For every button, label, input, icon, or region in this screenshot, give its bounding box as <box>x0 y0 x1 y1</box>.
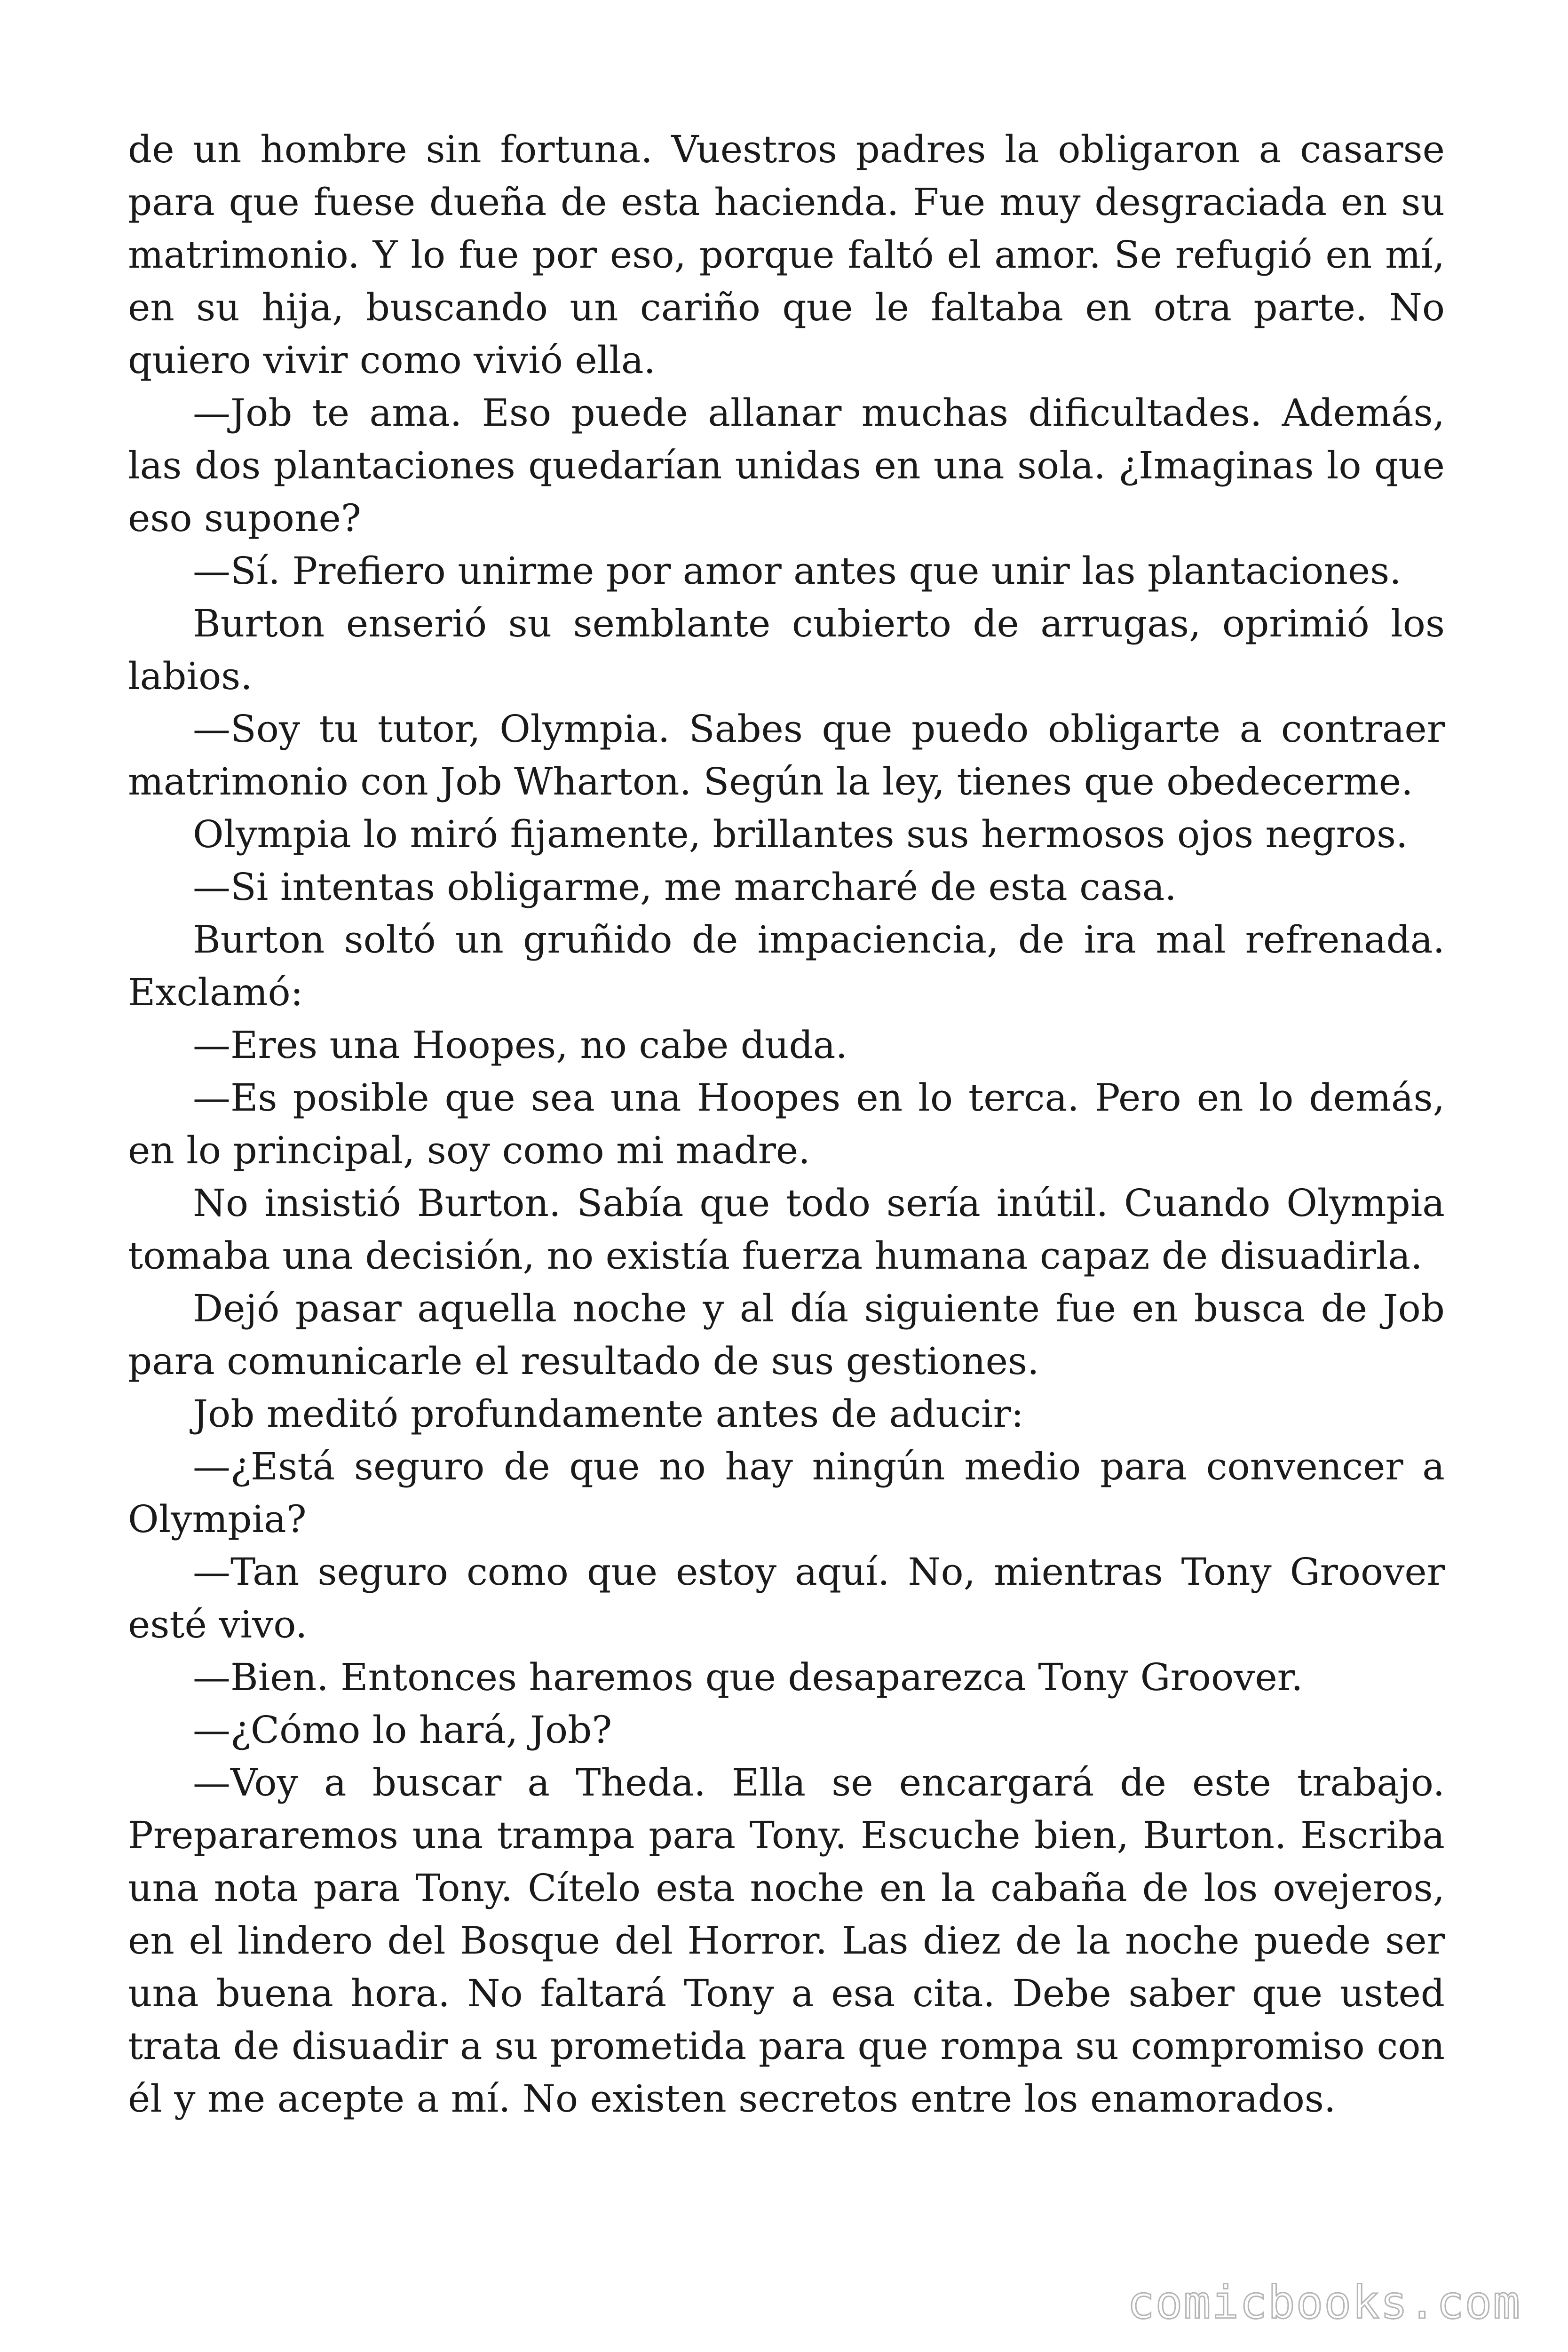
paragraph-5: —Soy tu tutor, Olympia. Sabes que puedo obligarte a contraer matrimonio con Job Wharton. Según la ley, tienes que obedecerme. <box>128 707 1445 803</box>
paragraph-14: —¿Está seguro de que no hay ningún medio para convencer a Olympia? <box>128 1445 1445 1541</box>
paragraph-10: —Es posible que sea una Hoopes en lo terca. Pero en lo demás, en lo principal, soy como mi madre. <box>128 1076 1445 1172</box>
paragraph-8: Burton soltó un gruñido de impaciencia, de ira mal refrenada. Exclamó: <box>128 918 1445 1014</box>
page-body-text <box>128 123 1445 2125</box>
paragraph-15: —Tan seguro como que estoy aquí. No, mientras Tony Groover esté vivo. <box>128 1550 1445 1646</box>
paragraph-2: —Job te ama. Eso puede allanar muchas dificultades. Además, las dos plantaciones quedarían unidas en una sola. ¿Imaginas lo que eso supone? <box>128 391 1445 540</box>
paragraph-4: Burton enserió su semblante cubierto de arrugas, oprimió los labios. <box>128 602 1445 698</box>
paragraph-3: —Sí. Prefiero unirme por amor antes que unir las plantaciones. <box>193 549 1402 593</box>
paragraph-12: Dejó pasar aquella noche y al día siguiente fue en busca de Job para comunicarle el resultado de sus gestiones. <box>128 1287 1445 1383</box>
paragraph-9: —Eres una Hoopes, no cabe duda. <box>193 1023 847 1067</box>
paragraph-18: —Voy a buscar a Theda. Ella se encargará de este trabajo. Prepararemos una trampa para Tony. Escuche bien, Burton. Escriba una nota para Tony. Cítelo esta noche en la cabaña de los ovejeros, en el lindero del Bosque del Horror. Las diez de la noche puede ser una buena hora. No faltará Tony a esa cita. Debe saber que usted trata de disuadir a su prometida para que rompa su compromiso con él y me acepte a mí. No existen secretos entre los enamorados. <box>128 1761 1445 2121</box>
watermark: comicbooks.com <box>1127 2276 1521 2329</box>
paragraph-1: de un hombre sin fortuna. Vuestros padres la obligaron a casarse para que fuese dueña de esta hacienda. Fue muy desgraciada en su matrimonio. Y lo fue por eso, porque faltó el amor. Se refugió en mí, en su hija, buscando un cariño que le faltaba en otra parte. No quiero vivir como vivió ella. <box>128 127 1445 382</box>
paragraph-7: —Si intentas obligarme, me marcharé de esta casa. <box>193 865 1177 909</box>
paragraph-16: —Bien. Entonces haremos que desaparezca Tony Groover. <box>193 1655 1303 1699</box>
paragraph-17: —¿Cómo lo hará, Job? <box>193 1708 612 1752</box>
paragraph-6: Olympia lo miró fijamente, brillantes sus hermosos ojos negros. <box>193 812 1408 856</box>
paragraph-11: No insistió Burton. Sabía que todo sería inútil. Cuando Olympia tomaba una decisión, no existía fuerza humana capaz de disuadirla. <box>128 1181 1445 1278</box>
paragraph-13: Job meditó profundamente antes de aducir: <box>193 1392 1024 1436</box>
